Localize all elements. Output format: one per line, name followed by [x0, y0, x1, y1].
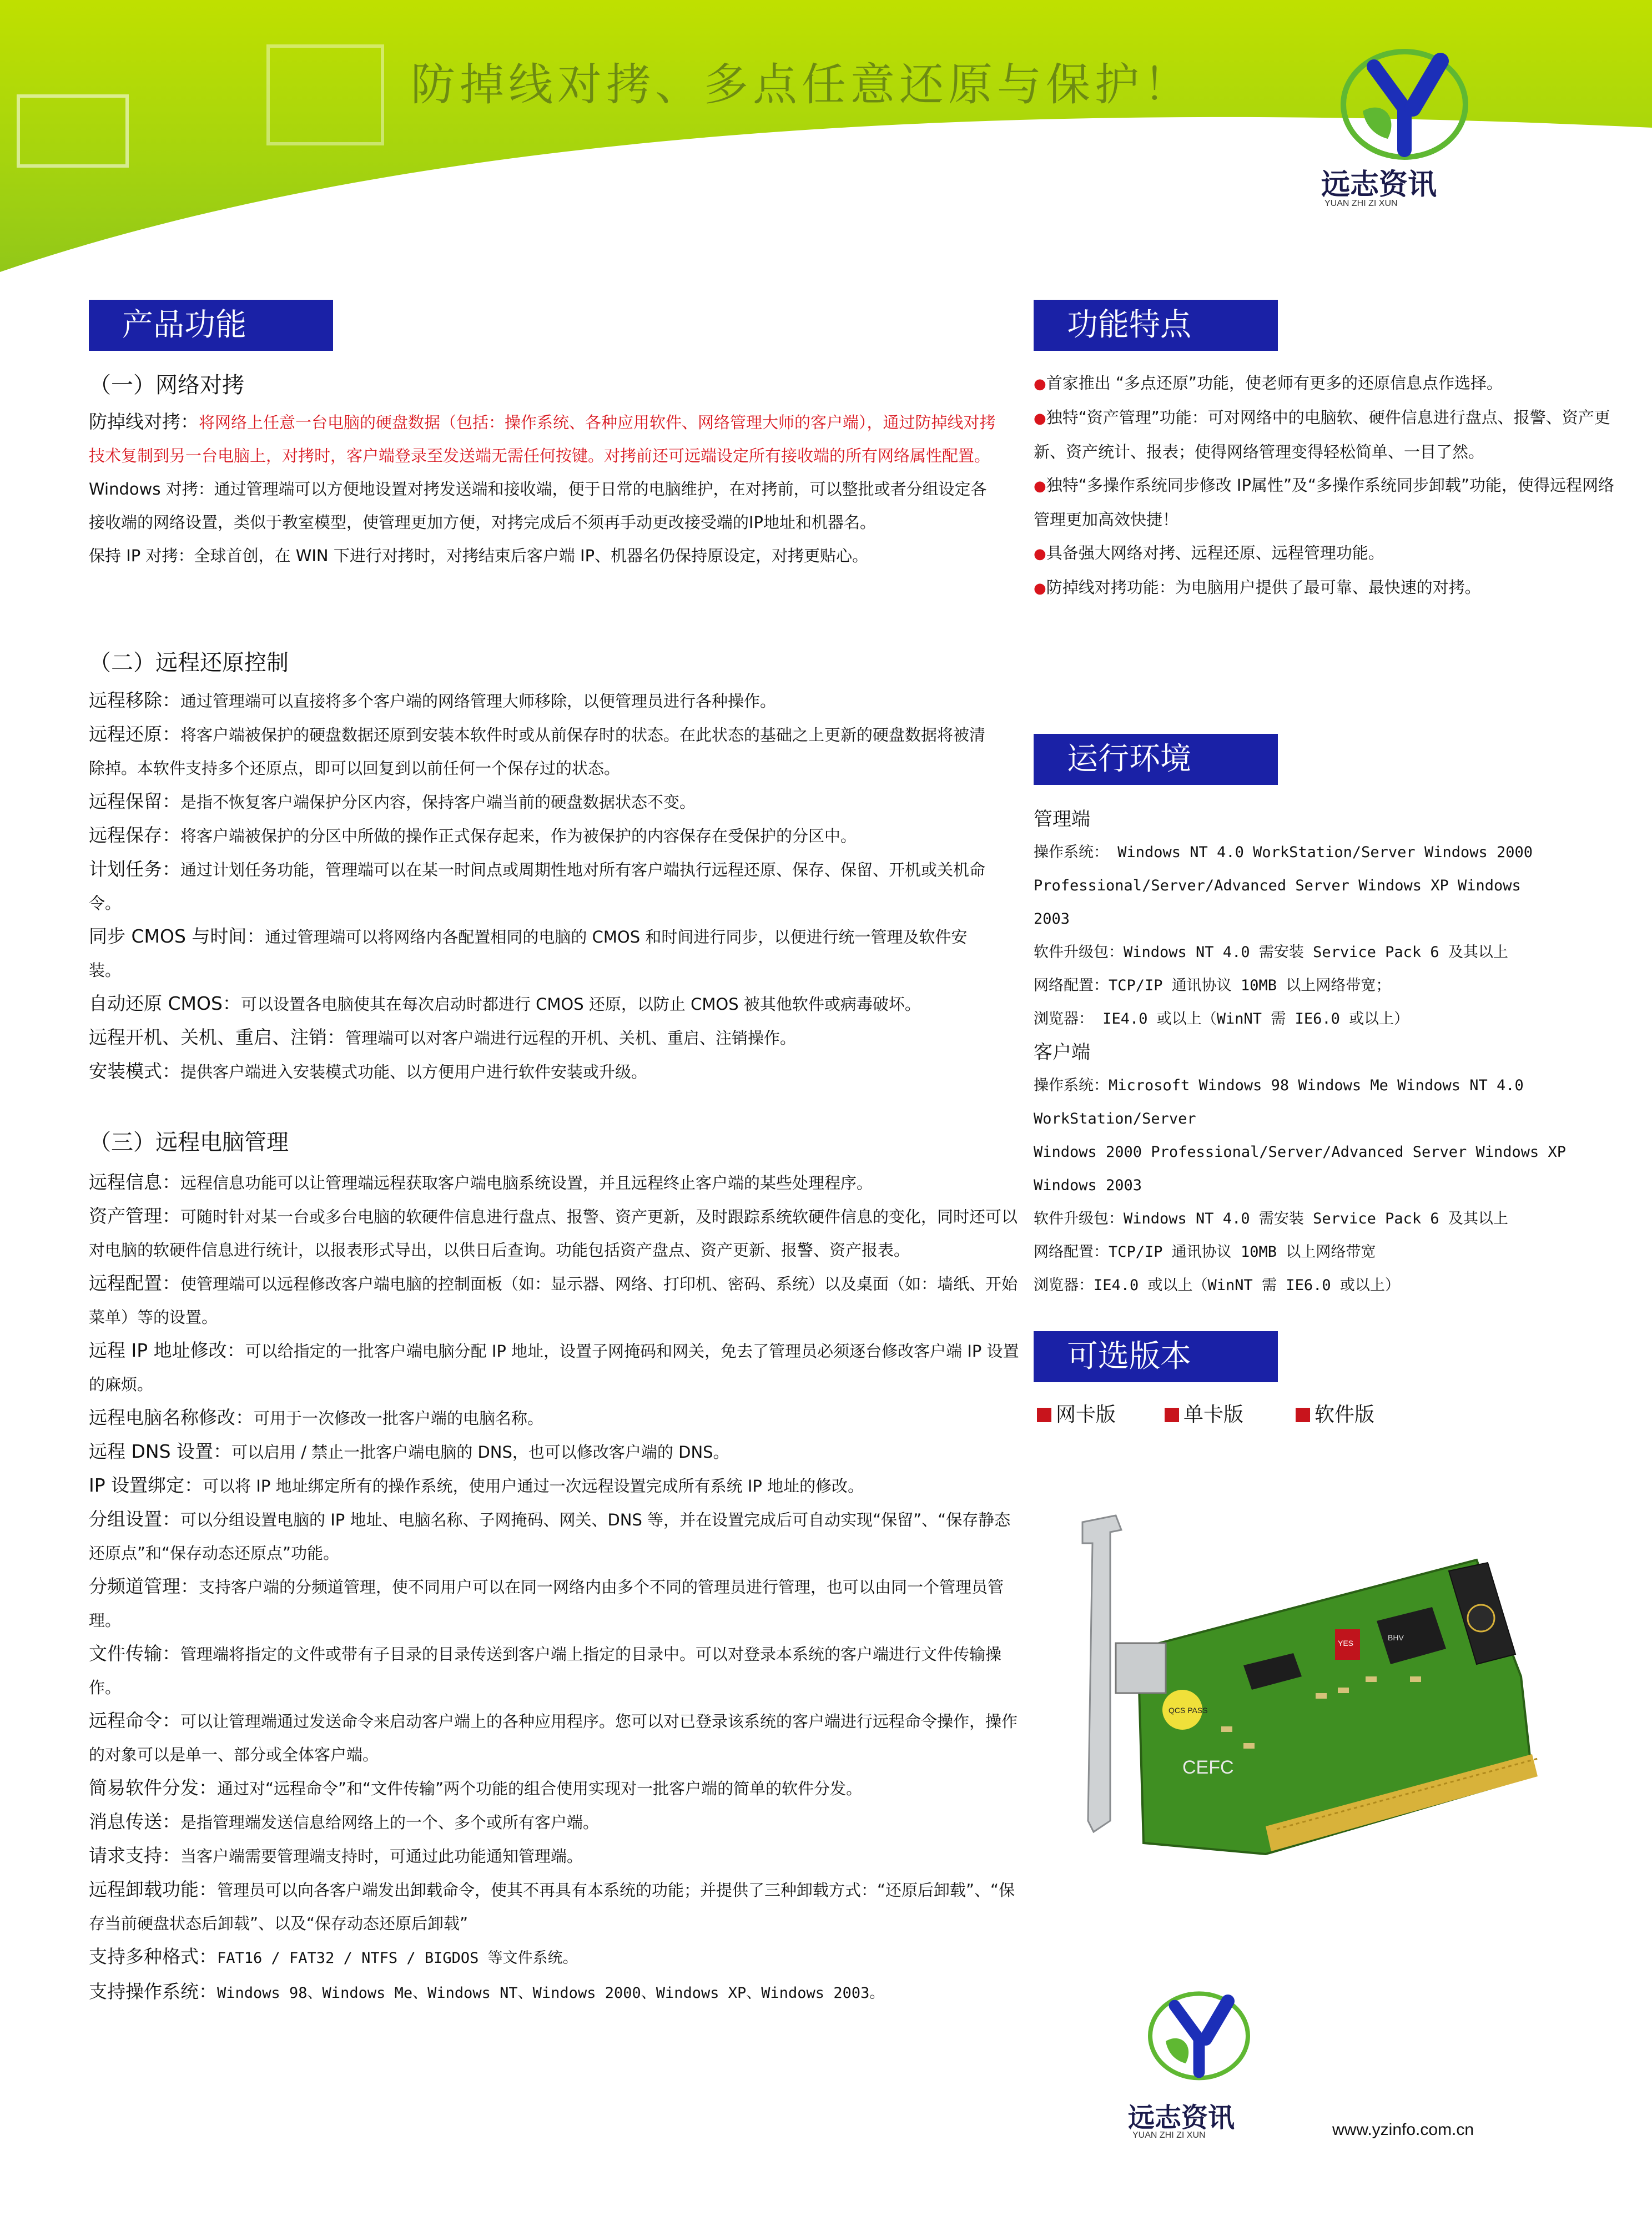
- list-item: [1034, 571, 1616, 605]
- paragraph: [89, 785, 999, 819]
- bullet-icon: ●: [1034, 546, 1046, 562]
- paragraph: [89, 819, 999, 853]
- paragraph-label: 远程卸载功能：: [89, 1878, 217, 1900]
- version-item: [1165, 1399, 1243, 1427]
- tab-versions: 可选版本: [1034, 1331, 1278, 1382]
- logo-pinyin-text: YUAN ZHI ZI XUN: [1324, 199, 1398, 208]
- chip-marking: BHV: [1388, 1633, 1404, 1642]
- environment-line: WorkStation/Server: [1034, 1110, 1196, 1127]
- list-item: [1034, 366, 1616, 401]
- environment-line: 操作系统： Windows NT 4.0 WorkStation/Server Windows 2000: [1034, 844, 1533, 861]
- paragraph: [89, 1805, 1021, 1839]
- ce-mark: CEFC: [1182, 1757, 1234, 1778]
- paragraph-text: 管理端将指定的文件或带有子目录的目录传送到客户端上指定的目录中。可以对登录本系统的客户端进行文件传输操作。: [89, 1645, 1002, 1697]
- page-headline: 防掉线对拷、多点任意还原与保护！: [411, 59, 1192, 110]
- paragraph: [89, 405, 999, 472]
- tab-environment: 运行环境: [1034, 734, 1278, 785]
- logo-pinyin-text: YUAN ZHI ZI XUN: [1132, 2131, 1206, 2140]
- paragraph-text: 通过管理端可以将网络内各配置相同的电脑的 CMOS 和时间进行同步，以便进行统一管理及软件安装。: [89, 928, 968, 980]
- paragraph-label: 远程还原：: [89, 723, 180, 745]
- paragraph-label: 远程开机、关机、重启、注销：: [89, 1026, 345, 1048]
- paragraph-label: 防掉线对拷：: [89, 411, 199, 432]
- paragraph-label: 支持操作系统：: [89, 1981, 217, 2002]
- paragraph: [89, 539, 999, 572]
- paragraph-label: 分频道管理：: [89, 1575, 199, 1597]
- version-label: 网卡版: [1056, 1403, 1116, 1426]
- square-bullet-icon: [1165, 1408, 1179, 1422]
- square-bullet-icon: [1037, 1408, 1051, 1422]
- paragraph: [89, 1166, 1021, 1200]
- feature-text: 首家推出 “多点还原”功能，使老师有更多的还原信息点作选择。: [1046, 374, 1503, 392]
- environment-list: [1034, 803, 1622, 1302]
- section-remote-management: [89, 1166, 1021, 2010]
- chip-sticker-label: YES: [1338, 1639, 1354, 1648]
- paragraph: [89, 1021, 999, 1055]
- paragraph-label: 请求支持：: [89, 1845, 180, 1866]
- paragraph-text: 可以让管理端通过发送命令来启动客户端上的各种应用程序。您可以对已登录该系统的客户端进行远程命令操作，操作的对象可以是单一、部分或全体客户端。: [89, 1712, 1018, 1764]
- paragraph-text: 可以将 IP 地址绑定所有的操作系统，使用户通过一次远程设置完成所有系统 IP 地址的修改。: [203, 1477, 864, 1495]
- list-item: [1034, 401, 1616, 469]
- paragraph: [89, 1469, 1021, 1503]
- environment-line: 操作系统：Microsoft Windows 98 Windows Me Windows NT 4.0: [1034, 1077, 1524, 1094]
- paragraph-label: 分组设置：: [89, 1508, 180, 1530]
- paragraph: [89, 1267, 1021, 1334]
- environment-line: 软件升级包：Windows NT 4.0 需安装 Service Pack 6 及其以上: [1034, 944, 1508, 961]
- paragraph: [89, 853, 999, 920]
- paragraph: [89, 920, 999, 987]
- paragraph: [89, 1503, 1021, 1570]
- environment-line: 浏览器：IE4.0 或以上（WinNT 需 IE6.0 或以上）: [1034, 1277, 1400, 1294]
- paragraph-label: 计划任务：: [89, 858, 180, 880]
- paragraph: [89, 1637, 1021, 1704]
- feature-highlights-list: [1034, 366, 1616, 605]
- paragraph-text: 远程信息功能可以让管理端远程获取客户端电脑系统设置，并且远程终止客户端的某些处理程序。: [180, 1174, 873, 1192]
- paragraph: [89, 1401, 1021, 1435]
- paragraph-label: 保持 IP 对拷：: [89, 546, 194, 565]
- paragraph-label: 资产管理：: [89, 1205, 180, 1227]
- paragraph: [89, 1055, 999, 1089]
- network-card-image: [1077, 1510, 1577, 1898]
- paragraph-label: 远程 IP 地址修改：: [89, 1339, 245, 1361]
- paragraph-text: Windows 98、Windows Me、Windows NT、Windows 2000、Windows XP、Windows 2003。: [217, 1985, 885, 2002]
- environment-line: 网络配置：TCP/IP 通讯协议 10MB 以上网络带宽；: [1034, 977, 1391, 994]
- paragraph-text: 可随时针对某一台或多台电脑的软硬件信息进行盘点、报警、资产更新，及时跟踪系统软硬件信息的变化，同时还可以对电脑的软硬件信息进行统计，以报表形式导出，以供日后查询。功能包括资产盘点、资产更新、报警、资产报表。: [89, 1207, 1018, 1260]
- paragraph-label: IP 设置绑定：: [89, 1474, 203, 1496]
- environment-line: 软件升级包：Windows NT 4.0 需安装 Service Pack 6 及其以上: [1034, 1210, 1508, 1227]
- ethernet-jack: [1116, 1643, 1166, 1693]
- paragraph-text: 通过计划任务功能，管理端可以在某一时间点或周期性地对所有客户端执行远程还原、保存、保留、开机或关机命令。: [89, 860, 986, 913]
- paragraph-label: 远程电脑名称修改：: [89, 1407, 254, 1428]
- website-link[interactable]: www.yzinfo.com.cn: [1332, 2121, 1474, 2139]
- logo-bottom: [1128, 1976, 1299, 2148]
- feature-text: 防掉线对拷功能：为电脑用户提供了最可靠、最快速的对拷。: [1046, 578, 1481, 597]
- paragraph: [89, 1771, 1021, 1805]
- paragraph-text: 当客户端需要管理端支持时，可通过此功能通知管理端。: [180, 1847, 583, 1866]
- paragraph-label: 远程移除：: [89, 689, 180, 711]
- paragraph: [89, 1200, 1021, 1267]
- paragraph: [89, 1435, 1021, 1469]
- paragraph: [89, 1839, 1021, 1873]
- version-item: [1296, 1399, 1374, 1427]
- list-item: [1034, 469, 1616, 536]
- paragraph-label: 同步 CMOS 与时间：: [89, 925, 265, 947]
- logo-brand-text: 远志资讯: [1128, 2102, 1235, 2133]
- environment-line: 浏览器： IE4.0 或以上（WinNT 需 IE6.0 或以上）: [1034, 1010, 1409, 1028]
- paragraph-text: FAT16 / FAT32 / NTFS / BIGDOS 等文件系统。: [217, 1950, 578, 1967]
- paragraph-text: 提供客户端进入安装模式功能、以方便用户进行软件安装或升级。: [180, 1062, 648, 1081]
- feature-text: 独特“资产管理”功能：可对网络中的电脑软、硬件信息进行盘点、报警、资产更新、资产统计、报表；使得网络管理变得轻松简单、一目了然。: [1034, 408, 1610, 461]
- section-heading-remote-restore: （二）远程还原控制: [89, 650, 289, 676]
- paragraph-text: 可以设置各电脑使其在每次启动时都进行 CMOS 还原，以防止 CMOS 被其他软件或病毒破坏。: [240, 995, 921, 1014]
- environment-group-heading: 客户端: [1034, 1041, 1090, 1064]
- paragraph-label: 消息传送：: [89, 1811, 180, 1832]
- paragraph-label: 远程保留：: [89, 790, 180, 812]
- tab-product-features: 产品功能: [89, 300, 333, 351]
- bullet-icon: ●: [1034, 376, 1046, 392]
- paragraph-label: 远程命令：: [89, 1710, 180, 1731]
- feature-text: 独特“多操作系统同步修改 IP属性”及“多操作系统同步卸载”功能，使得远程网络管理更加高效快捷！: [1034, 476, 1615, 529]
- paragraph: [89, 1975, 1021, 2010]
- paragraph-label: 文件传输：: [89, 1643, 180, 1664]
- paragraph-text: 将网络上任意一台电脑的硬盘数据（包括：操作系统、各种应用软件、网络管理大师的客户端），通过防掉线对拷技术复制到另一台电脑上，对拷时，客户端登录至发送端无需任何按键。对拷前还可远端设定所有接收端的所有网络属性配置。: [89, 413, 996, 465]
- paragraph: [89, 1873, 1021, 1940]
- paragraph-label: 简易软件分发：: [89, 1777, 217, 1799]
- feature-text: 具备强大网络对拷、远程还原、远程管理功能。: [1046, 543, 1384, 562]
- tab-feature-highlights: 功能特点: [1034, 300, 1278, 351]
- paragraph: [89, 472, 999, 539]
- paragraph: [89, 1570, 1021, 1637]
- environment-line: Windows 2003: [1034, 1177, 1142, 1194]
- bullet-icon: ●: [1034, 478, 1046, 495]
- pass-stamp-label: QCS PASS: [1169, 1706, 1208, 1715]
- paragraph-text: 管理员可以向各客户端发出卸载命令，使其不再具有本系统的功能；并提供了三种卸载方式：“还原后卸载”、“保存当前硬盘状态后卸载”、以及“保存动态还原后卸载”: [89, 1881, 1015, 1933]
- paragraph-text: 将客户端被保护的分区中所做的操作正式保存起来，作为被保护的内容保存在受保护的分区中。: [180, 827, 857, 845]
- version-item: [1037, 1399, 1116, 1427]
- paragraph-text: 可以给指定的一批客户端电脑分配 IP 地址，设置子网掩码和网关，免去了管理员必须逐台修改客户端 IP 设置的麻烦。: [89, 1342, 1019, 1394]
- paragraph-text: 通过对“远程命令”和“文件传输”两个功能的组合使用实现对一批客户端的简单的软件分发。: [217, 1779, 863, 1798]
- paragraph-text: 是指管理端发送信息给网络上的一个、多个或所有客户端。: [180, 1813, 600, 1832]
- paragraph-text: 全球首创，在 WIN 下进行对拷时，对拷结束后客户端 IP、机器名仍保持原设定，对拷更贴心。: [194, 546, 869, 565]
- paragraph: [89, 987, 999, 1021]
- paragraph-text: 支持客户端的分频道管理，使不同用户可以在同一网络内由多个不同的管理员进行管理，也可以由同一个管理员管理。: [89, 1578, 1004, 1630]
- paragraph-label: 远程 DNS 设置：: [89, 1441, 232, 1462]
- paragraph: [89, 684, 999, 718]
- bullet-icon: ●: [1034, 410, 1046, 427]
- paragraph-label: Windows 对拷：: [89, 480, 214, 498]
- section-remote-restore: [89, 684, 999, 1089]
- paragraph-text: 可用于一次修改一批客户端的电脑名称。: [254, 1409, 544, 1428]
- paragraph-text: 可以启用 / 禁止一批客户端电脑的 DNS，也可以修改客户端的 DNS。: [231, 1443, 729, 1462]
- environment-line: 2003: [1034, 910, 1070, 928]
- paragraph-text: 管理端可以对客户端进行远程的开机、关机、重启、注销操作。: [345, 1029, 797, 1047]
- paragraph-text: 通过管理端可以方便地设置对拷发送端和接收端，便于日常的电脑维护，在对拷前，可以整批或者分组设定各接收端的网络设置，类似于教室模型，使管理更加方便，对拷完成后不须再手动更改接受端的IP地址和机器名。: [89, 480, 987, 532]
- square-bullet-icon: [1296, 1408, 1310, 1422]
- paragraph: [89, 1704, 1021, 1771]
- list-item: [1034, 536, 1616, 571]
- section-network-copy: [89, 405, 999, 572]
- paragraph-text: 可以分组设置电脑的 IP 地址、电脑名称、子网掩码、网关、DNS 等，并在设置完成后可自动实现“保留”、“保存静态还原点”和“保存动态还原点”功能。: [89, 1510, 1011, 1563]
- version-label: 软件版: [1314, 1403, 1375, 1426]
- paragraph: [89, 1334, 1021, 1401]
- environment-line: Windows 2000 Professional/Server/Advanced Server Windows XP: [1034, 1144, 1567, 1161]
- paragraph-text: 通过管理端可以直接将多个客户端的网络管理大师移除，以便管理员进行各种操作。: [180, 692, 777, 711]
- paragraph-text: 使管理端可以远程修改客户端电脑的控制面板（如：显示器、网络、打印机、密码、系统）以及桌面（如：墙纸、开始菜单）等的设置。: [89, 1275, 1018, 1327]
- paragraph-label: 自动还原 CMOS：: [89, 993, 241, 1014]
- environment-line: Professional/Server/Advanced Server Windows XP Windows: [1034, 877, 1521, 894]
- environment-line: 网络配置：TCP/IP 通讯协议 10MB 以上网络带宽: [1034, 1243, 1376, 1261]
- logo-brand-text: 远志资讯: [1321, 168, 1437, 202]
- rom-logo-icon: [1468, 1605, 1494, 1631]
- paragraph-label: 远程保存：: [89, 824, 180, 846]
- environment-group-heading: 管理端: [1034, 808, 1090, 830]
- logo-top: [1321, 39, 1488, 211]
- paragraph: [89, 1940, 1021, 1975]
- logo-mark-icon: [1132, 1976, 1266, 2093]
- bullet-icon: ●: [1034, 580, 1046, 597]
- paragraph-label: 远程配置：: [89, 1272, 180, 1294]
- version-label: 单卡版: [1183, 1403, 1244, 1426]
- paragraph: [89, 718, 999, 785]
- logo-mark-icon: [1321, 39, 1488, 167]
- paragraph-label: 远程信息：: [89, 1171, 180, 1193]
- section-heading-network-copy: （一）网络对拷: [89, 372, 244, 398]
- section-heading-remote-management: （三）远程电脑管理: [89, 1130, 289, 1155]
- paragraph-label: 安装模式：: [89, 1060, 180, 1082]
- paragraph-label: 支持多种格式：: [89, 1946, 217, 1967]
- paragraph-text: 是指不恢复客户端保护分区内容，保持客户端当前的硬盘数据状态不变。: [180, 793, 696, 812]
- paragraph-text: 将客户端被保护的硬盘数据还原到安装本软件时或从前保存时的状态。在此状态的基础之上更新的硬盘数据将被清除掉。本软件支持多个还原点，即可以回复到以前任何一个保存过的状态。: [89, 726, 986, 778]
